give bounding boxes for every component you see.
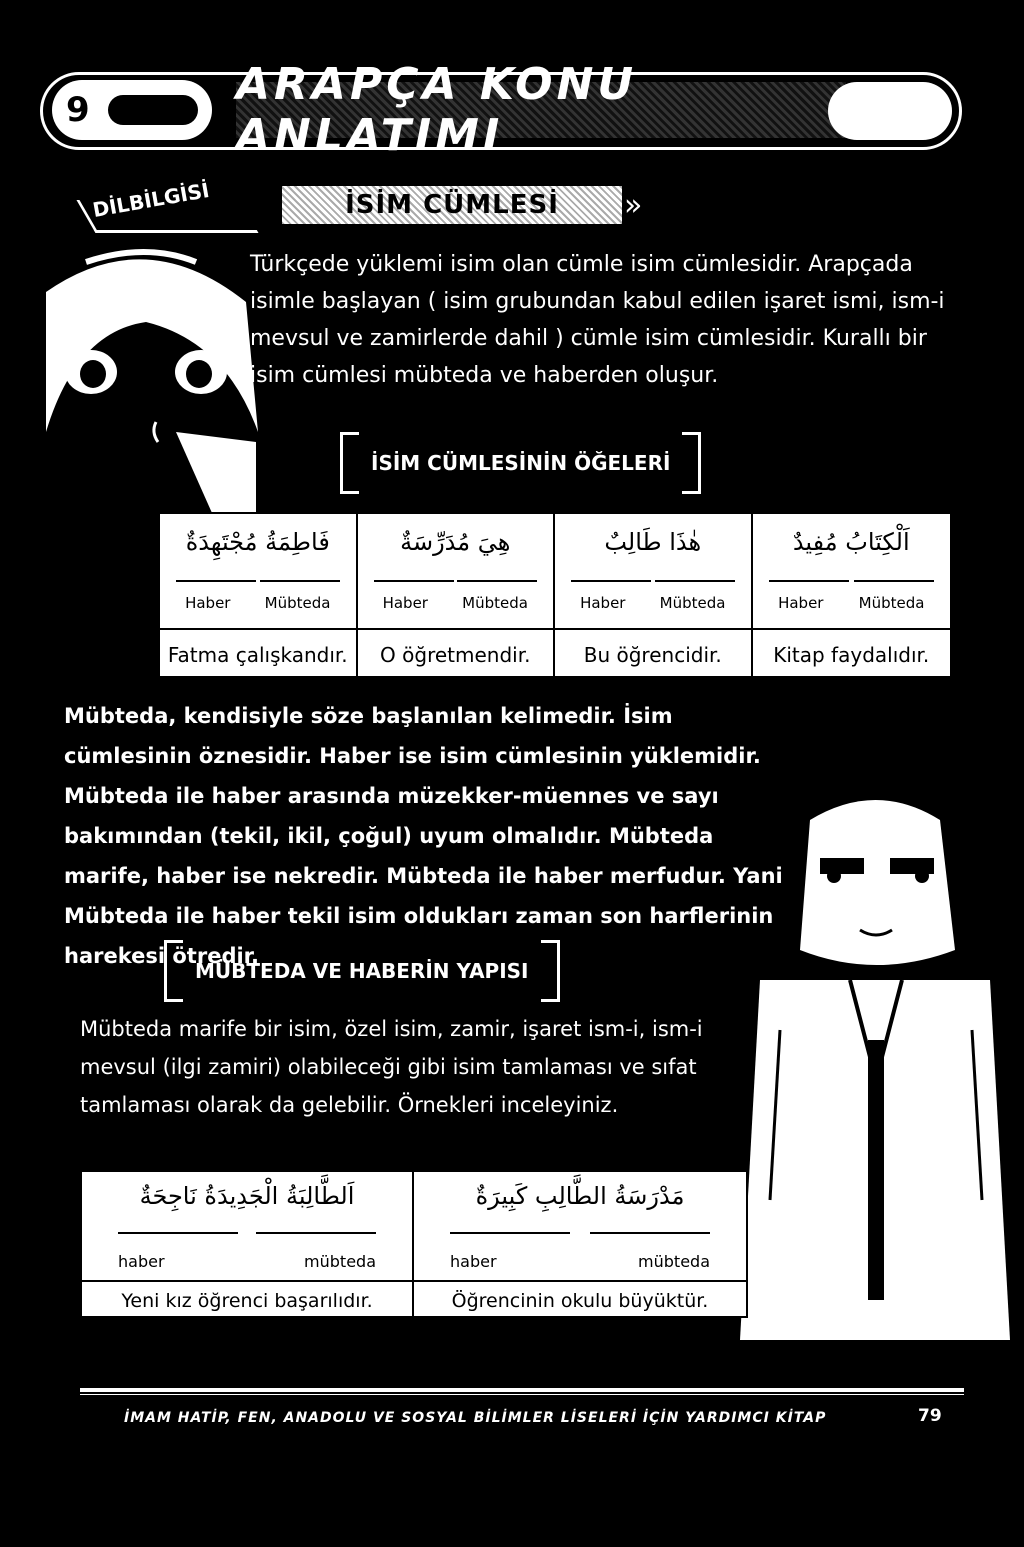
double-chevron-icon: » bbox=[624, 188, 643, 223]
structure-paragraph: Mübteda marife bir isim, özel isim, zamir, işaret ism-i, ism-i mevsul (ilgi zamiri) olabileceği gibi isim tamlaması ve sıfat tamlaması olarak da gelebilir. Örnekleri inceleyiniz. bbox=[80, 1017, 703, 1117]
underline-pair bbox=[450, 1232, 710, 1234]
haber-label: Haber bbox=[382, 594, 428, 612]
examples-table bbox=[158, 512, 952, 678]
structure-examples-table bbox=[80, 1170, 748, 1318]
footer-rule bbox=[80, 1388, 964, 1392]
translation: Kitap faydalıdır. bbox=[753, 628, 951, 680]
man-illustration bbox=[740, 780, 1012, 1340]
page-badge-number: 9 bbox=[66, 90, 90, 130]
intro-paragraph: Türkçede yüklemi isim olan cümle isim cümlesidir. Arapçada isimle başlayan ( isim grubundan kabul edilen işaret ismi, ism-i mevsul ve zamirlerde dahil ) cümle isim cümlesidir. Kurallı bir isim cümlesi mübteda ve haberden oluşur. bbox=[250, 252, 945, 388]
example-cell bbox=[414, 1172, 746, 1316]
translation: Fatma çalışkandır. bbox=[160, 628, 356, 680]
underline-pair bbox=[374, 580, 538, 582]
mubteda-label: Mübteda bbox=[659, 594, 726, 612]
mubteda-label: mübteda bbox=[304, 1252, 376, 1271]
arabic-sentence: فَاطِمَةُ مُجْتَهِدَةٌ bbox=[185, 528, 330, 556]
haber-label: Haber bbox=[580, 594, 626, 612]
corner-label: DİLBİLGİSİ bbox=[90, 177, 212, 223]
section-heading-structure bbox=[164, 940, 560, 1002]
arabic-sentence: مَدْرَسَةُ الطَّالِبِ كَبِيرَةٌ bbox=[475, 1182, 685, 1210]
arabic-sentence: اَلْكِتَابُ مُفِيدٌ bbox=[792, 528, 910, 556]
translation: O öğretmendir. bbox=[358, 628, 554, 680]
haber-label: Haber bbox=[778, 594, 824, 612]
translation: Öğrencinin okulu büyüktür. bbox=[414, 1280, 746, 1320]
example-cell bbox=[753, 514, 951, 676]
arabic-sentence: هِيَ مُدَرِّسَةٌ bbox=[400, 528, 511, 556]
page-badge bbox=[52, 80, 212, 140]
example-cell bbox=[555, 514, 753, 676]
underline-pair bbox=[176, 580, 340, 582]
banner-end-cap bbox=[828, 82, 952, 140]
arabic-sentence: اَلطَّالِبَةُ الْجَدِيدَةُ نَاجِحَةٌ bbox=[139, 1182, 355, 1210]
role-labels bbox=[118, 1252, 376, 1271]
underline-pair bbox=[571, 580, 735, 582]
underline-pair bbox=[118, 1232, 376, 1234]
bracket-left bbox=[164, 940, 183, 1002]
role-labels bbox=[366, 594, 546, 612]
role-labels bbox=[761, 594, 943, 612]
subject-title: ARAPÇA KONU ANLATIMI bbox=[236, 82, 846, 138]
footer-rule-thin bbox=[80, 1394, 964, 1395]
example-cell bbox=[82, 1172, 414, 1316]
bracket-right bbox=[682, 432, 701, 494]
bracket-left bbox=[340, 432, 359, 494]
role-labels bbox=[563, 594, 743, 612]
bracket-right bbox=[541, 940, 560, 1002]
mubteda-label: Mübteda bbox=[858, 594, 925, 612]
girl-illustration bbox=[26, 232, 266, 522]
example-cell bbox=[160, 514, 358, 676]
mubteda-label: Mübteda bbox=[264, 594, 331, 612]
mubteda-haber-paragraph: Mübteda, kendisiyle söze başlanılan kelimedir. İsim cümlesinin öznesidir. Haber ise isim cümlesinin yüklemidir. Mübteda ile haber arasında müzekker-müennes ve sayı bakımından (tekil, ikil, çoğul) uyum olmalıdır. Mübteda marife, haber ise nekredir. Mübteda ile haber merfudur. Yani Mübteda ile haber tekil isim oldukları zaman son harflerinin harekesi ötredir. bbox=[64, 704, 783, 968]
translation: Yeni kız öğrenci başarılıdır. bbox=[82, 1280, 412, 1320]
mubteda-label: Mübteda bbox=[462, 594, 528, 612]
arabic-sentence: هٰذَا طَالِبٌ bbox=[604, 528, 702, 556]
role-labels bbox=[450, 1252, 710, 1271]
haber-label: Haber bbox=[185, 594, 231, 612]
badge-decoration bbox=[108, 95, 198, 125]
section-heading-label: MÜBTEDA VE HABERİN YAPISI bbox=[195, 959, 529, 983]
footer-book-title: İMAM HATİP, FEN, ANADOLU VE SOSYAL BİLİMLER LİSELERİ İÇİN YARDIMCI KİTAP bbox=[124, 1410, 827, 1426]
section-heading-elements bbox=[340, 432, 701, 494]
role-labels bbox=[168, 594, 348, 612]
topic-title: İSİM CÜMLESİ bbox=[282, 186, 622, 224]
haber-label: haber bbox=[118, 1252, 165, 1271]
translation: Bu öğrencidir. bbox=[555, 628, 751, 680]
page-number: 79 bbox=[918, 1406, 942, 1426]
topic-tag bbox=[262, 182, 682, 228]
section-heading-label: İSİM CÜMLESİNİN ÖĞELERİ bbox=[371, 451, 671, 475]
underline-pair bbox=[769, 580, 935, 582]
mubteda-label: mübteda bbox=[638, 1252, 710, 1271]
example-cell bbox=[358, 514, 556, 676]
haber-label: haber bbox=[450, 1252, 497, 1271]
